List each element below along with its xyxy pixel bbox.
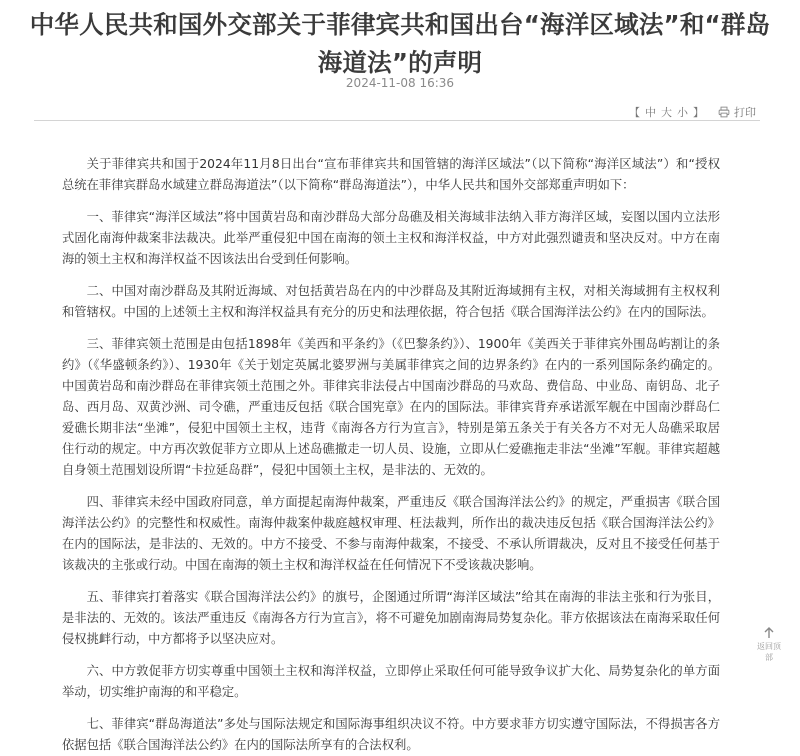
paragraph-4: 四、菲律宾未经中国政府同意，单方面提起南海仲裁案，严重违反《联合国海洋法公约》的规定，严重损害《联合国海洋法公约》的完整性和权威性。南海仲裁案仲裁庭越权审理、枉法裁判，所作出的裁决违反包括《联合国海洋法公约》在内的国际法，是非法的、无效的。中方不接受、不参与南海仲裁案，不接受、不承认所谓裁决，反对且不接受任何基于该裁决的主张或行动。中国在南海的领土主权和海洋权益在任何情况下不受该裁决影响。 <box>62 495 720 572</box>
arrow-up-icon <box>762 626 776 640</box>
publish-date: 2024-11-08 16:36 <box>345 76 455 90</box>
bracket-open: 【 <box>629 106 640 119</box>
font-size-switcher <box>629 104 704 120</box>
paragraph-3: 三、菲律宾领土范围是由包括1898年《美西和平条约》（《巴黎条约》）、1900年《美西关于菲律宾外围岛屿割让的条约》（《华盛顿条约》）、1930年《关于划定英属北婆罗洲与美属菲律宾之间的边界条约》在内的一系列国际条约确定的。中国黄岩岛和南沙群岛在菲律宾领土范围之外。菲律宾非法侵占中国南沙群岛的马欢岛、费信岛、中业岛、南钥岛、北子岛、西月岛、双黄沙洲、司令礁，严重违反包括《联合国宪章》在内的国际法。菲律宾背弃承诺派军舰在中国南沙群岛仁爱礁长期非法“坐滩”，侵犯中国领土主权，违背《南海各方行为宣言》，特别是第五条关于有关各方不对无人岛礁采取居住行动的规定。中方再次敦促菲方立即从上述岛礁撤走一切人员、设施，立即从仁爱礁拖走非法“坐滩”军舰。菲律宾超越自身领土范围划设所谓“卡拉延岛群”，侵犯中国领土主权，是非法的、无效的。 <box>62 337 720 477</box>
back-to-top-button[interactable] <box>756 626 782 663</box>
paragraph-7: 七、菲律宾“群岛海道法”多处与国际法规定和国际海事组织决议不符。中方要求菲方切实遵守国际法，不得损害各方依据包括《联合国海洋法公约》在内的国际法所享有的合法权利。 <box>62 717 720 752</box>
print-button[interactable] <box>718 104 756 120</box>
title-line-2: 海道法”的声明 <box>317 48 483 77</box>
font-size-medium-button[interactable]: 中 <box>645 106 656 119</box>
printer-icon <box>718 106 730 118</box>
paragraph-6: 六、中方敦促菲方切实尊重中国领土主权和海洋权益，立即停止采取任何可能导致争议扩大化、局势复杂化的单方面举动，切实维护南海的和平稳定。 <box>62 664 720 699</box>
paragraph-2: 二、中国对南沙群岛及其附近海域、对包括黄岩岛在内的中沙群岛及其附近海域拥有主权，对相关海域拥有主权权利和管辖权。中国的上述领土主权和海洋权益具有充分的历史和法理依据，符合包括《联合国海洋法公约》在内的国际法。 <box>62 284 720 319</box>
title-line-1: 中华人民共和国外交部关于菲律宾共和国出台“海洋区域法”和“群岛 <box>29 10 771 39</box>
article-body <box>62 154 720 756</box>
back-to-top-label: 返回顶部 <box>757 642 781 662</box>
bracket-close: 】 <box>693 106 704 119</box>
paragraph-intro: 关于菲律宾共和国于2024年11月8日出台“宣布菲律宾共和国管辖的海洋区域法”（以下简称“海洋区域法”）和“授权总统在菲律宾群岛水域建立群岛海道法”（以下简称“群岛海道法”），中华人民共和国外交部郑重声明如下： <box>62 157 720 192</box>
paragraph-5: 五、菲律宾打着落实《联合国海洋法公约》的旗号，企图通过所谓“海洋区域法”给其在南海的非法主张和行为张目，是非法的、无效的。该法严重违反《南海各方行为宣言》，将不可避免加剧南海局势复杂化。菲方依据该法在南海采取任何侵权挑衅行动，中方都将予以坚决应对。 <box>62 590 720 646</box>
print-label: 打印 <box>734 106 756 119</box>
paragraph-1: 一、菲律宾“海洋区域法”将中国黄岩岛和南沙群岛大部分岛礁及相关海域非法纳入菲方海洋区域，妄图以国内立法形式固化南海仲裁案非法裁决。此举严重侵犯中国在南海的领土主权和海洋权益，中方对此强烈谴责和坚决反对。中方在南海的领土主权和海洋权益不因该法出台受到任何影响。 <box>62 210 720 266</box>
article-toolbar <box>629 104 756 120</box>
font-size-large-button[interactable]: 大 <box>661 106 672 119</box>
font-size-small-button[interactable]: 小 <box>677 106 688 119</box>
header-divider <box>34 120 760 121</box>
page-title <box>20 6 780 82</box>
